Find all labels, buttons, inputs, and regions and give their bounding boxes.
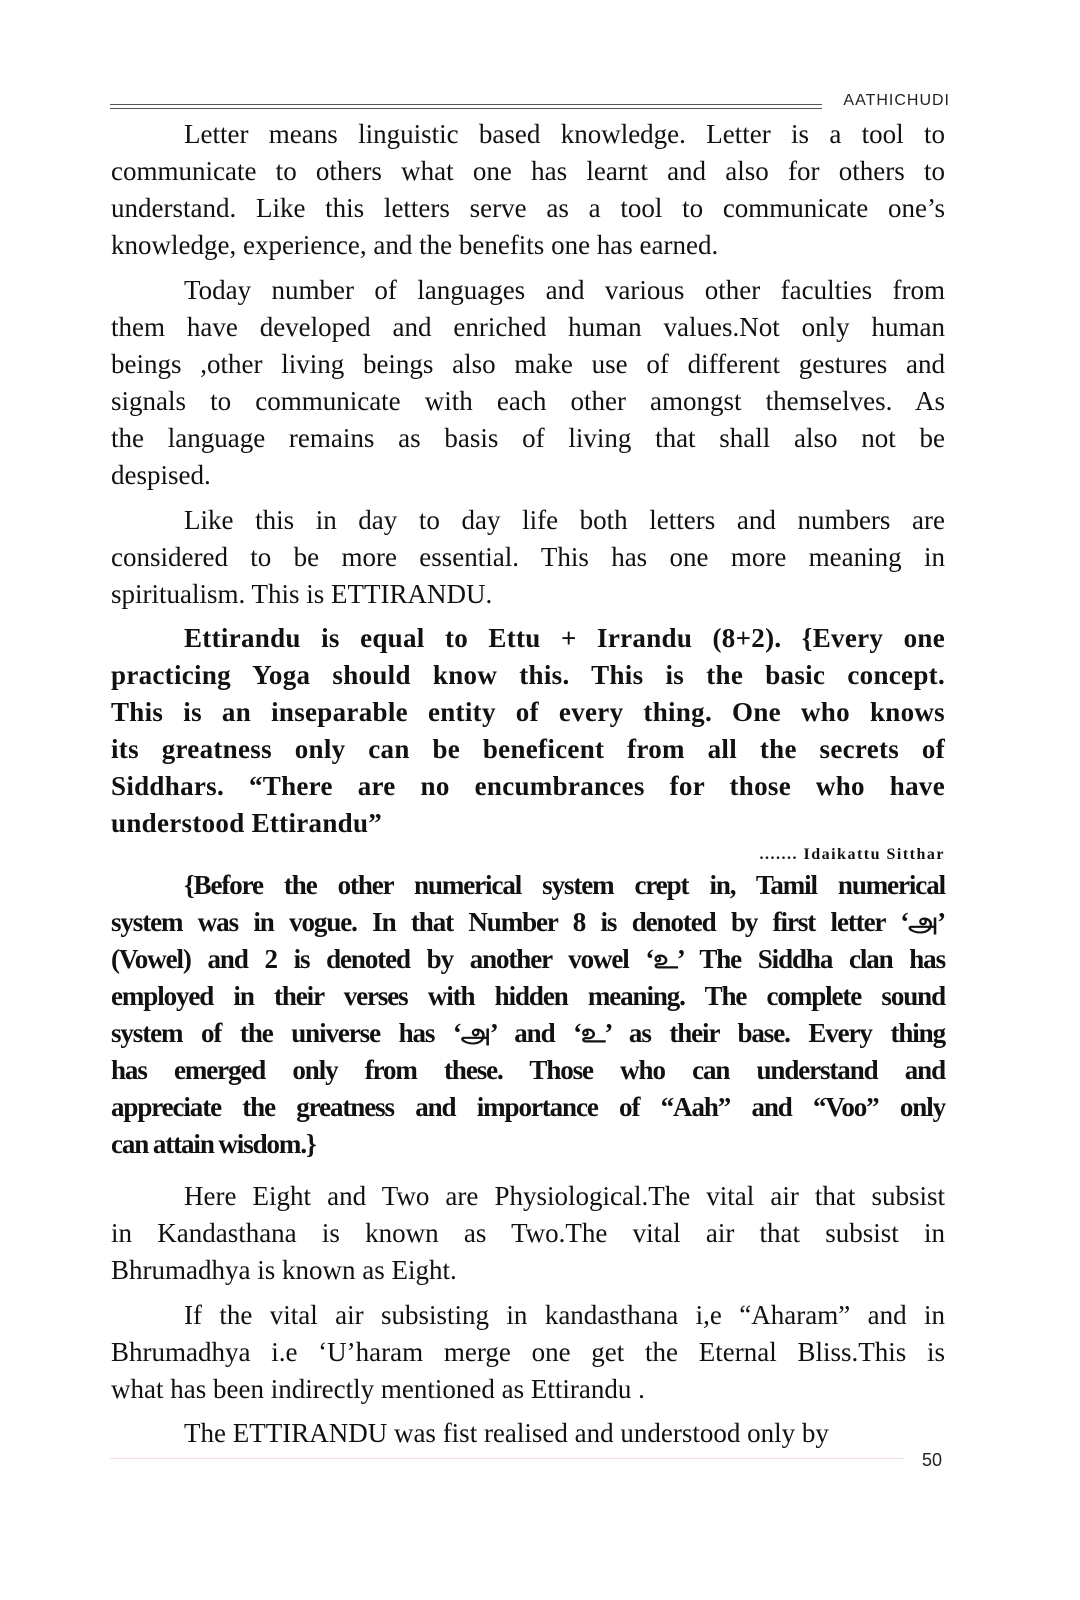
text-line: understood Ettirandu”: [111, 808, 383, 838]
text-line: Like this in day to day life both letters and numbers are: [184, 505, 945, 535]
text-line: despised.: [111, 460, 211, 490]
quote-attribution: ....... Idaikattu Sitthar: [759, 846, 945, 863]
paragraph: [111, 1415, 945, 1452]
text-line: in Kandasthana is known as Two.The vital air that subsist in: [111, 1218, 945, 1248]
text-line: beings ,other living beings also make use of different gestures and: [111, 349, 945, 379]
text-line: Siddhars. “There are no encumbrances for those who have: [111, 771, 945, 801]
text-line: signals to communicate with each other amongst themselves. As: [111, 386, 945, 416]
running-header: [110, 92, 950, 112]
text-line: system of the universe has ‘அ’ and ‘உ’ as their base. Every thing: [111, 1018, 945, 1048]
text-line: Bhrumadhya i.e ‘U’haram merge one get the Eternal Bliss.This is: [111, 1337, 945, 1367]
text-line: what has been indirectly mentioned as Ettirandu .: [111, 1374, 645, 1404]
text-line: system was in vogue. In that Number 8 is denoted by first letter ‘அ’: [111, 907, 945, 937]
text-line: Here Eight and Two are Physiological.The vital air that subsist: [184, 1181, 945, 1211]
paragraph: [111, 116, 945, 264]
header-title: AATHICHUDI: [843, 92, 950, 109]
text-line: has emerged only from these. Those who can understand and: [111, 1055, 945, 1085]
text-line: appreciate the greatness and importance of “Aah” and “Voo” only: [111, 1092, 945, 1122]
paragraph: [111, 272, 945, 494]
text-line: can attain wisdom.}: [111, 1129, 316, 1159]
text-line: them have developed and enriched human values.Not only human: [111, 312, 945, 342]
text-line: This is an inseparable entity of every thing. One who knows: [111, 697, 945, 727]
text-line: {Before the other numerical system crept in, Tamil numerical: [184, 870, 945, 900]
paragraph: [111, 1297, 945, 1408]
text-line: employed in their verses with hidden meaning. The complete sound: [111, 981, 945, 1011]
text-line: communicate to others what one has learnt and also for others to: [111, 156, 945, 186]
text-line: If the vital air subsisting in kandasthana i,e “Aharam” and in: [184, 1300, 945, 1330]
text-line: its greatness only can be beneficent from all the secrets of: [111, 734, 945, 764]
text-line: Bhrumadhya is known as Eight.: [111, 1255, 457, 1285]
text-line: the language remains as basis of living that shall also not be: [111, 423, 945, 453]
text-line: considered to be more essential. This has one more meaning in: [111, 542, 945, 572]
text-line: knowledge, experience, and the benefits one has earned.: [111, 230, 719, 260]
paragraph: [111, 502, 945, 613]
text-line: Letter means linguistic based knowledge. Letter is a tool to: [184, 119, 945, 149]
text-line: (Vowel) and 2 is denoted by another vowel ‘உ’ The Siddha clan has: [111, 944, 945, 974]
paragraph: [111, 620, 945, 842]
text-line: Today number of languages and various other faculties from: [184, 275, 945, 305]
paragraph: [111, 867, 945, 1163]
text-line: Ettirandu is equal to Ettu + Irrandu (8+2). {Every one: [184, 623, 945, 653]
text-line: practicing Yoga should know this. This is the basic concept.: [111, 660, 945, 690]
text-line: spiritualism. This is ETTIRANDU.: [111, 579, 493, 609]
page-number: 50: [922, 1450, 943, 1470]
header-rule: [110, 104, 822, 105]
text-line: understand. Like this letters serve as a tool to communicate one’s: [111, 193, 945, 223]
paragraph: [111, 1178, 945, 1289]
text-line: The ETTIRANDU was fist realised and understood only by: [184, 1418, 829, 1448]
header-rule: [110, 108, 822, 109]
footer-rule: [110, 1458, 905, 1459]
